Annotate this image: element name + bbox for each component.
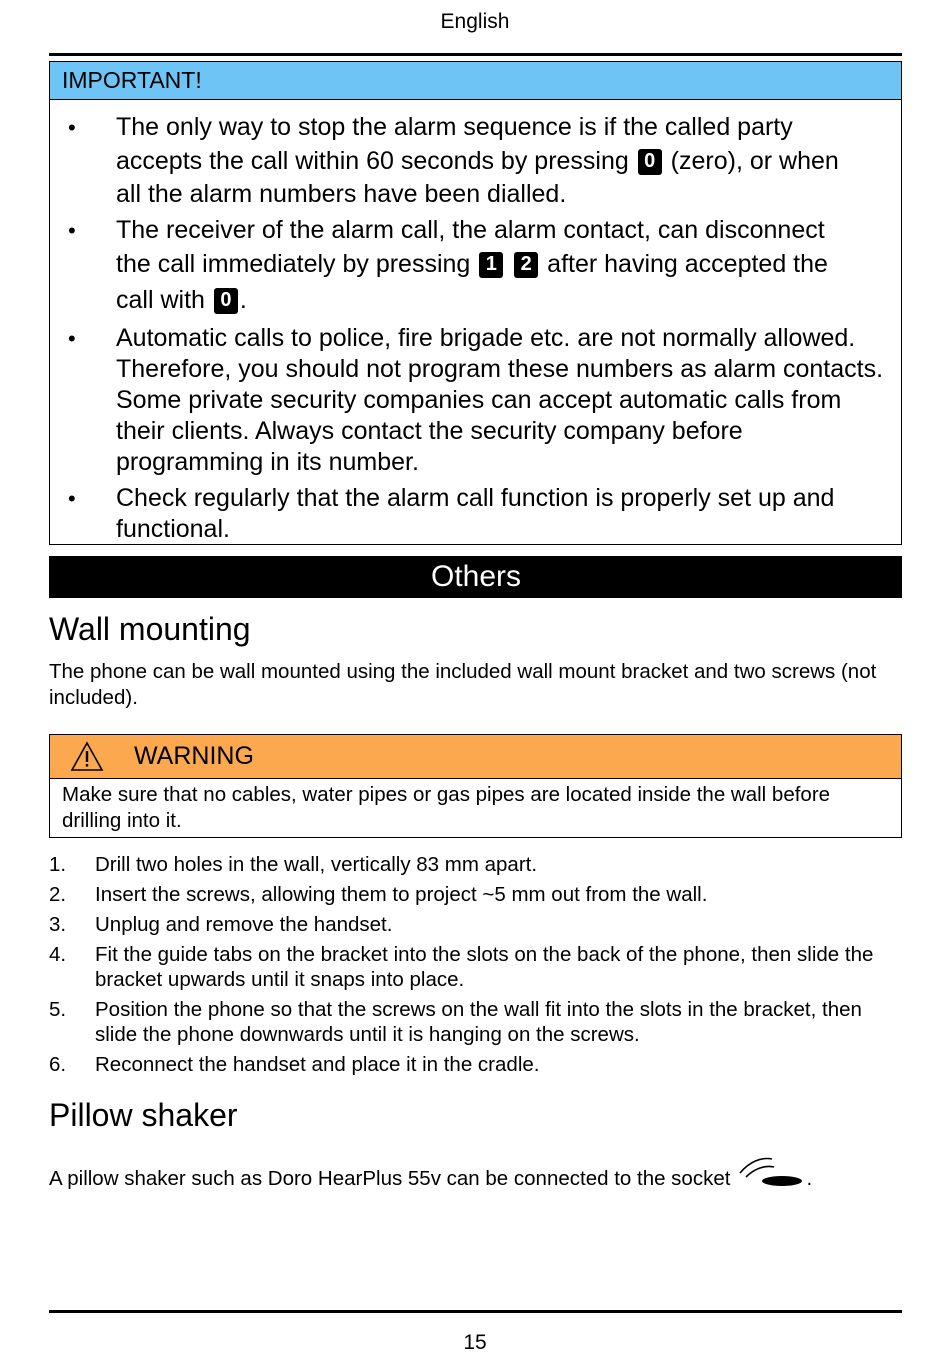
- header-language: English: [440, 10, 510, 33]
- item-1-line-3: all the alarm numbers have been dialled.: [116, 180, 567, 208]
- warning-text: Make sure that no cables, water pipes or gas pipes are located inside the wall before drilling into it.: [62, 783, 831, 832]
- item-2-text: the call immediately by pressing: [116, 250, 471, 278]
- heading-wall-mounting: Wall mounting: [49, 611, 251, 647]
- step-text: Reconnect the handset and place it in the cradle.: [95, 1053, 540, 1076]
- step-number: 5.: [49, 998, 67, 1021]
- top-divider: [49, 53, 902, 56]
- warning-box: [49, 734, 902, 838]
- list-item: [49, 882, 909, 907]
- list-item: [49, 942, 909, 992]
- item-2-line-1: The receiver of the alarm call, the alarm contact, can disconnect: [116, 216, 825, 244]
- list-item: [49, 912, 909, 937]
- item-2-text-after: after having accepted the: [540, 250, 828, 278]
- item-4-text: Check regularly that the alarm call function is properly set up and functional.: [116, 484, 835, 543]
- wall-mounting-intro: The phone can be wall mounted using the included wall mount bracket and two screws (not included).: [49, 660, 877, 709]
- item-1-text-after: (zero), or when: [663, 147, 839, 175]
- warning-header: [50, 735, 901, 779]
- item-1-line-2: [116, 143, 895, 179]
- item-2-line-3: [116, 282, 895, 318]
- bullet: •: [68, 326, 76, 351]
- section-title: Others: [431, 560, 522, 593]
- bottom-divider: [49, 1310, 902, 1313]
- important-item-1: [50, 112, 901, 210]
- section-bar-others: [49, 556, 902, 598]
- pillow-shaker-text: [49, 1155, 812, 1193]
- key-one-icon: 1: [479, 252, 503, 278]
- mounting-steps: [49, 852, 909, 1082]
- step-text: Drill two holes in the wall, vertically 83 mm apart.: [95, 853, 538, 876]
- item-2-line-3-text: call with: [116, 286, 205, 314]
- step-number: 4.: [49, 943, 67, 966]
- page-number: 15: [463, 1331, 487, 1354]
- item-2-line-2: [116, 246, 895, 282]
- heading-pillow-shaker: Pillow shaker: [49, 1097, 238, 1133]
- step-text: Position the phone so that the screws on the wall fit into the slots in the bracket, then slide the phone downwards until it is hanging on the screws.: [95, 998, 862, 1046]
- list-item: [49, 852, 909, 877]
- item-1-line-1: The only way to stop the alarm sequence is if the called party: [116, 113, 793, 141]
- important-item-3: [50, 323, 901, 478]
- important-list: [50, 112, 901, 545]
- pillow-shaker-sentence: A pillow shaker such as Doro HearPlus 55v can be connected to the socket: [49, 1167, 731, 1190]
- item-1-text: accepts the call within 60 seconds by pressing: [116, 147, 629, 175]
- important-box: [49, 61, 902, 545]
- list-item: [49, 1052, 909, 1077]
- important-item-4: [50, 483, 901, 545]
- item-3-text: Automatic calls to police, fire brigade etc. are not normally allowed. Therefore, you should not program these numbers as alarm contacts. Some private security companies can accept automatic calls from their clients. Always contact the security company before programming in its number.: [116, 324, 884, 476]
- step-number: 3.: [49, 913, 67, 936]
- key-two-icon: 2: [514, 252, 538, 278]
- step-number: 6.: [49, 1053, 67, 1076]
- bullet: •: [68, 115, 76, 140]
- step-text: Fit the guide tabs on the bracket into the slots on the back of the phone, then slide the bracket upwards until it snaps into place.: [95, 943, 874, 991]
- pillow-shaker-socket-icon: [736, 1155, 806, 1191]
- important-item-2: [50, 215, 901, 318]
- bullet: •: [68, 218, 76, 243]
- step-number: 2.: [49, 883, 67, 906]
- item-2-line-3-end: .: [239, 286, 247, 314]
- step-text: Unplug and remove the handset.: [95, 913, 393, 936]
- pillow-shaker-end: .: [806, 1167, 813, 1190]
- warning-triangle-icon: [70, 741, 104, 772]
- step-number: 1.: [49, 853, 67, 876]
- key-zero-icon: 0: [638, 149, 662, 175]
- bullet: •: [68, 486, 76, 511]
- important-title: IMPORTANT!: [50, 62, 901, 100]
- list-item: [49, 997, 909, 1047]
- key-zero-icon: 0: [214, 288, 238, 314]
- step-text: Insert the screws, allowing them to project ~5 mm out from the wall.: [95, 883, 708, 906]
- warning-title: WARNING: [134, 742, 254, 770]
